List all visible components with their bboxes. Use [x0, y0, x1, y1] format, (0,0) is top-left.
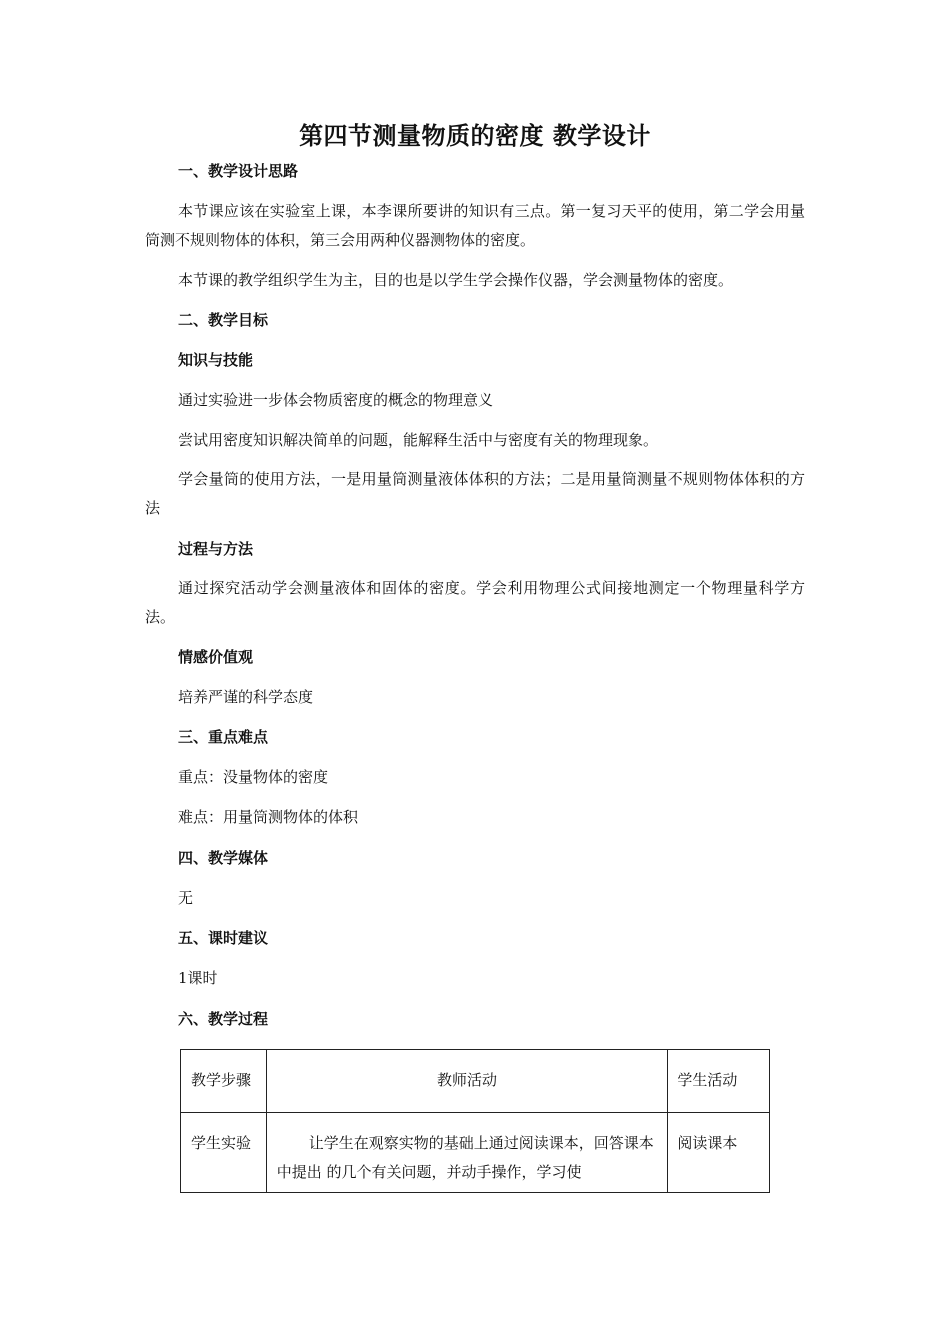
difficult-point: 难点：用量筒测物体的体积	[178, 808, 359, 826]
knowledge-item-3: 学会量筒的使用方法，一是用量筒测量液体体积的方法；二是用量筒测量不规则物体体积的方法	[145, 470, 805, 517]
section-heading-design-idea: 一、教学设计思路	[178, 162, 299, 180]
design-idea-paragraph-2: 本节课的教学组织学生为主，目的也是以学生学会操作仪器，学会测量物体的密度。	[178, 271, 734, 289]
header-cell-step	[181, 1050, 267, 1113]
teaching-process-table	[180, 1049, 770, 1193]
subheading-process-method: 过程与方法	[178, 540, 254, 558]
values-item: 培养严谨的科学态度	[178, 688, 314, 706]
subheading-knowledge-skills: 知识与技能	[178, 351, 254, 369]
knowledge-item-2: 尝试用密度知识解决简单的问题，能解释生活中与密度有关的物理现象。	[178, 431, 659, 449]
header-cell-student	[668, 1050, 770, 1113]
header-label-student: 学生活动	[677, 1071, 738, 1089]
cell-student-activity	[668, 1113, 770, 1193]
cell-step	[181, 1113, 267, 1193]
student-activity-text: 阅读课本	[677, 1134, 738, 1152]
process-method-paragraph: 通过探究活动学会测量液体和固体的密度。学会利用物理公式间接地测定一个物理量科学方法。	[145, 579, 805, 626]
header-cell-teacher	[266, 1050, 668, 1113]
subheading-emotional-values: 情感价值观	[178, 648, 254, 666]
section-heading-key-points: 三、重点难点	[178, 728, 269, 746]
media-content: 无	[178, 889, 194, 907]
section-heading-teaching-process: 六、教学过程	[178, 1010, 269, 1028]
step-text: 学生实验	[191, 1134, 252, 1152]
header-label-teacher: 教师活动	[437, 1071, 498, 1089]
table-row	[181, 1113, 770, 1193]
header-label-step: 教学步骤	[191, 1071, 252, 1089]
class-hours-content: 1课时	[178, 969, 218, 987]
section-heading-media: 四、教学媒体	[178, 849, 269, 867]
key-point: 重点：没量物体的密度	[178, 768, 329, 786]
page-title: 第四节测量物质的密度 教学设计	[299, 121, 651, 150]
section-heading-class-hours: 五、课时建议	[178, 929, 269, 947]
cell-teacher-activity	[266, 1113, 668, 1193]
teacher-activity-text: 让学生在观察实物的基础上通过阅读课本，回答课本中提出 的几个有关问题，并动手操作，学习使	[276, 1134, 654, 1181]
section-heading-objectives: 二、教学目标	[178, 311, 269, 329]
design-idea-paragraph-1: 本节课应该在实验室上课，本李课所要讲的知识有三点。第一复习天平的使用，第二学会用量筒测不规则物体的体积，第三会用两种仪器测物体的密度。	[145, 202, 805, 249]
table-header-row	[181, 1050, 770, 1113]
knowledge-item-1: 通过实验进一步体会物质密度的概念的物理意义	[178, 391, 494, 409]
